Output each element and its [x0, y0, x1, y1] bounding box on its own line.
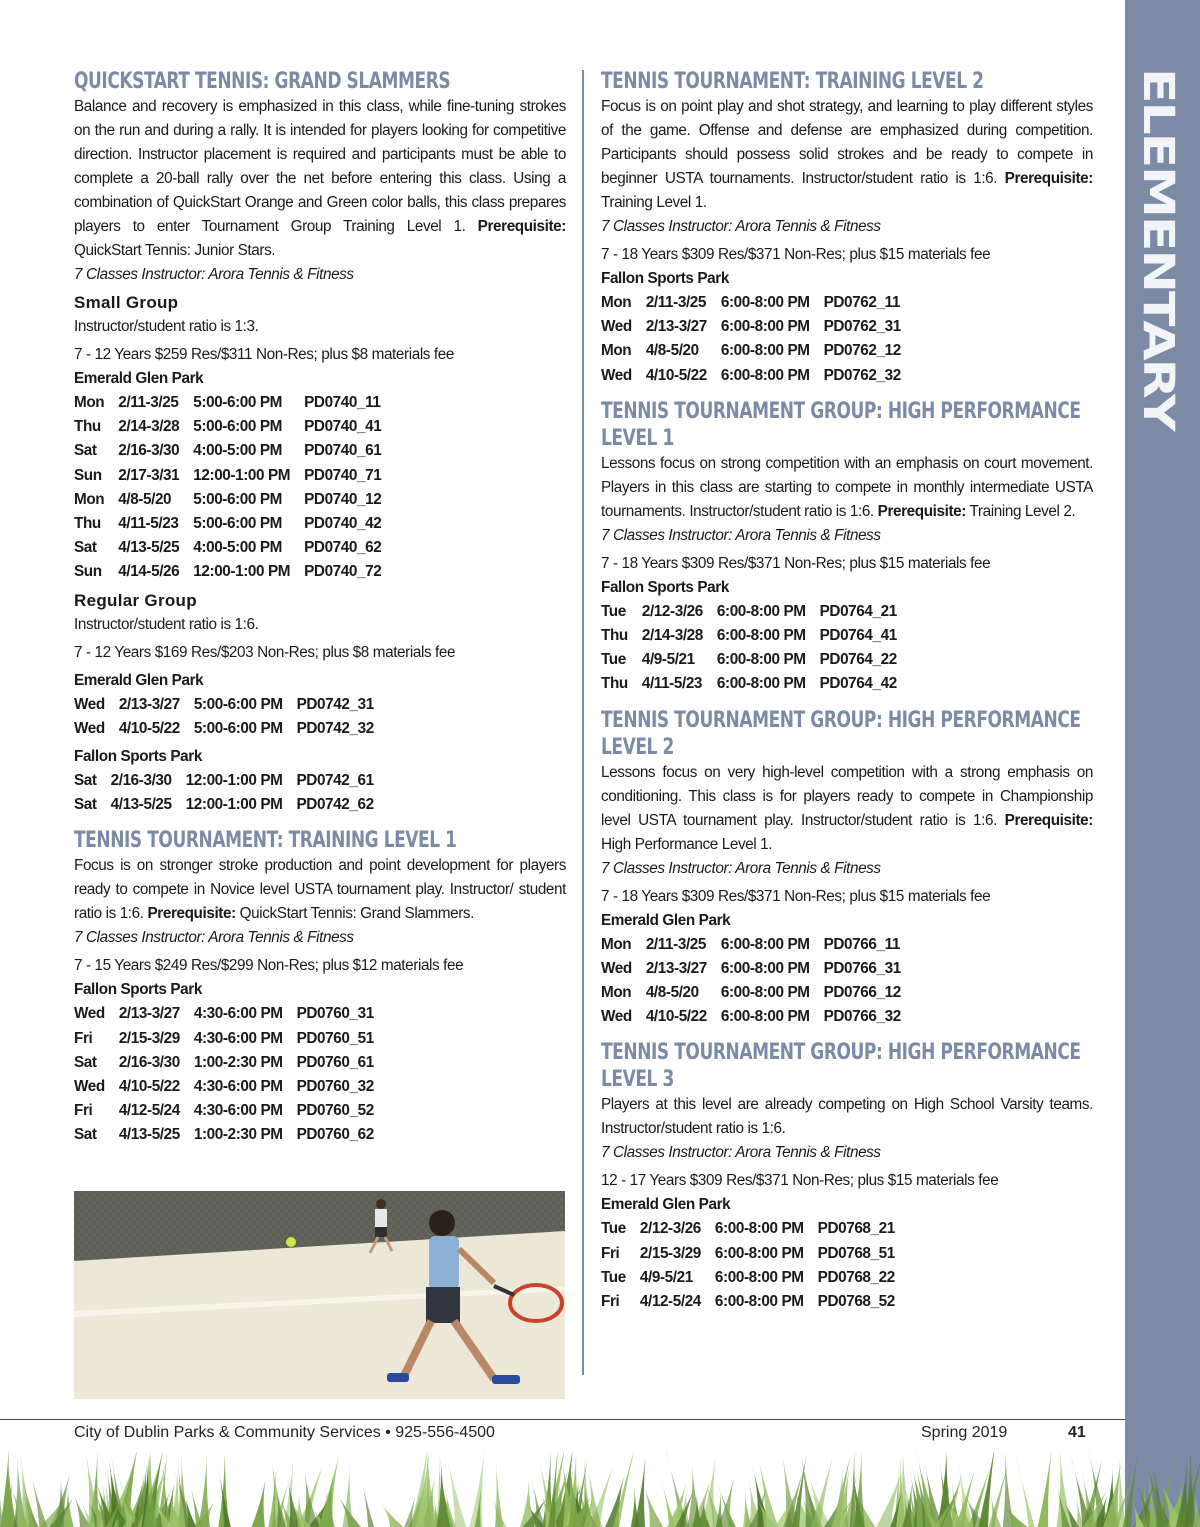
fee-text: 7 - 18 Years $309 Res/$371 Non-Res; plus $15 materials fee [601, 887, 991, 905]
code-cell: PD0742_62 [296, 796, 374, 814]
date-cell: 4/9-5/21 [639, 1268, 693, 1286]
date-cell: 2/15-3/29 [639, 1244, 701, 1262]
schedule-row [74, 717, 388, 741]
date-cell: 2/13-3/27 [645, 318, 707, 336]
code-cell: PD0762_12 [823, 342, 901, 360]
code-cell: PD0740_62 [304, 539, 382, 557]
schedule-row [74, 488, 395, 512]
code-cell: PD0742_61 [296, 772, 374, 790]
section-description: Balance and recovery is emphasized in this class, while fine-tuning strokes on the run and during a rally. It is intended for players looking for competitive direction. Instructor placement is required and participants must be able to complete a 20-ball rally over the net before entering this class. Using a combination of QuickStart Orange and Green color balls, this class prepares players to enter Tournament Group Training Level 1. Prerequisite: QuickStart Tennis: Junior Stars. [74, 98, 566, 259]
date-cell: 2/13-3/27 [118, 695, 180, 713]
time-cell: 6:00-8:00 PM [714, 1244, 804, 1262]
footer-organization: City of Dublin Parks & Community Services • 925-556-4500 [74, 1424, 495, 1441]
day-cell: Fri [601, 1293, 620, 1311]
schedule-row [601, 624, 911, 648]
code-cell: PD0740_71 [304, 466, 382, 484]
time-cell: 6:00-8:00 PM [720, 366, 810, 384]
date-cell: 2/12-3/26 [641, 602, 703, 620]
time-cell: 6:00-8:00 PM [720, 318, 810, 336]
section-description: Players at this level are already competing on High School Varsity teams. Instructor/student ratio is 1:6. [601, 1096, 1093, 1138]
schedule-row [74, 391, 395, 415]
time-cell: 6:00-8:00 PM [716, 675, 806, 693]
day-cell: Wed [601, 959, 632, 977]
day-cell: Wed [601, 1008, 632, 1026]
code-cell: PD0764_41 [819, 627, 897, 645]
time-cell: 1:00-2:30 PM [193, 1053, 283, 1071]
day-cell: Mon [601, 935, 632, 953]
day-cell: Mon [601, 294, 632, 311]
day-cell: Sun [74, 466, 102, 484]
day-cell: Wed [74, 719, 105, 737]
time-cell: 4:00-5:00 PM [193, 442, 283, 460]
schedule-row [74, 560, 395, 584]
date-cell: 2/13-3/27 [118, 1005, 180, 1023]
day-cell: Wed [601, 318, 632, 336]
code-cell: PD0760_31 [296, 1005, 374, 1023]
day-cell: Mon [601, 342, 632, 360]
schedule-row [74, 793, 388, 817]
section-description: Lessons focus on very high-level competition with a strong emphasis on conditioning. This class is for players ready to compete in Championship level USTA tournament play. Instructor/student ratio is 1:6. Prerequisite: High Performance Level 1. [601, 763, 1093, 853]
schedule-row [601, 1217, 909, 1241]
subgroup-title: Regular Group [74, 590, 197, 610]
schedule-table [601, 933, 915, 1030]
code-cell: PD0768_52 [817, 1293, 895, 1311]
section-tab-title: ELEMENTARY [1133, 68, 1183, 430]
schedule-table [601, 600, 911, 697]
day-cell: Wed [74, 1005, 105, 1023]
time-cell: 12:00-1:00 PM [185, 796, 283, 814]
park-name: Fallon Sports Park [74, 981, 202, 999]
left-column [74, 68, 566, 1148]
date-cell: 2/15-3/29 [118, 1029, 180, 1047]
class-info: 7 Classes Instructor: Arora Tennis & Fitness [601, 218, 881, 235]
section-description: Focus is on point play and shot strategy, and learning to play different styles of the game. Offense and defense are emphasized during competition. Participants should possess solid strokes and be ready to compete in beginner USTA tournaments. Instructor/student ratio is 1:6. Prerequisite: Training Level 1. [601, 98, 1093, 211]
time-cell: 5:00-6:00 PM [193, 719, 283, 737]
time-cell: 6:00-8:00 PM [716, 651, 806, 669]
park-name: Emerald Glen Park [601, 1196, 731, 1214]
schedule-row [601, 291, 915, 315]
time-cell: 4:00-5:00 PM [193, 539, 283, 557]
schedule-row [601, 1005, 915, 1029]
park-name: Emerald Glen Park [601, 911, 731, 929]
date-cell: 2/13-3/27 [645, 959, 707, 977]
park-name: Emerald Glen Park [74, 671, 204, 689]
code-cell: PD0760_61 [296, 1053, 374, 1071]
date-cell: 4/13-5/25 [118, 539, 180, 557]
day-cell: Wed [601, 366, 632, 384]
park-name: Fallon Sports Park [601, 270, 729, 287]
time-cell: 5:00-6:00 PM [193, 490, 283, 508]
time-cell: 4:30-6:00 PM [193, 1078, 283, 1096]
code-cell: PD0740_61 [304, 442, 382, 460]
day-cell: Tue [601, 602, 626, 620]
fee-text: 7 - 12 Years $259 Res/$311 Non-Res; plus $8 materials fee [74, 346, 454, 363]
code-cell: PD0742_31 [296, 695, 374, 713]
fee-text: 7 - 18 Years $309 Res/$371 Non-Res; plus $15 materials fee [601, 554, 991, 572]
schedule-row [601, 648, 911, 672]
class-info: 7 Classes Instructor: Arora Tennis & Fitness [74, 266, 354, 283]
date-cell: 4/8-5/20 [645, 342, 699, 360]
date-cell: 2/12-3/26 [639, 1220, 701, 1238]
time-cell: 6:00-8:00 PM [720, 1008, 810, 1026]
time-cell: 6:00-8:00 PM [720, 959, 810, 977]
date-cell: 4/10-5/22 [118, 1078, 180, 1096]
schedule-row [601, 364, 915, 388]
day-cell: Thu [601, 627, 628, 645]
time-cell: 6:00-8:00 PM [714, 1268, 804, 1286]
schedule-row [74, 1027, 388, 1051]
time-cell: 6:00-8:00 PM [716, 627, 806, 645]
code-cell: PD0760_52 [296, 1102, 374, 1120]
date-cell: 4/8-5/20 [645, 984, 699, 1002]
code-cell: PD0766_32 [823, 1008, 901, 1026]
time-cell: 5:00-6:00 PM [193, 394, 283, 411]
code-cell: PD0768_51 [817, 1244, 895, 1262]
date-cell: 4/12-5/24 [639, 1293, 701, 1311]
date-cell: 2/11-3/25 [645, 935, 707, 953]
schedule-row [74, 464, 395, 488]
schedule-row [74, 415, 395, 439]
day-cell: Tue [601, 1220, 626, 1238]
date-cell: 4/9-5/21 [641, 651, 695, 669]
day-cell: Tue [601, 651, 626, 669]
class-info: 7 Classes Instructor: Arora Tennis & Fitness [601, 1144, 881, 1162]
class-info: 7 Classes Instructor: Arora Tennis & Fitness [601, 859, 881, 877]
schedule-row [74, 1123, 388, 1147]
section-title-high-performance-3: TENNIS TOURNAMENT GROUP: HIGH PERFORMANCE LEVEL 3 [601, 1040, 1081, 1093]
schedule-table [74, 693, 388, 741]
footer-season: Spring 2019 [921, 1424, 1008, 1441]
fee-text: 7 - 15 Years $249 Res/$299 Non-Res; plus $12 materials fee [74, 957, 464, 975]
ratio-text: Instructor/student ratio is 1:3. [74, 318, 259, 335]
schedule-row [74, 1075, 388, 1099]
date-cell: 2/14-3/28 [118, 418, 180, 436]
schedule-row [74, 439, 395, 463]
day-cell: Fri [74, 1102, 93, 1120]
section-title-grand-slammers: QUICKSTART TENNIS: GRAND SLAMMERS [74, 69, 451, 94]
schedule-table [601, 291, 915, 388]
time-cell: 6:00-8:00 PM [716, 602, 806, 620]
schedule-row [601, 981, 915, 1005]
code-cell: PD0740_72 [304, 563, 382, 581]
section-description: Lessons focus on strong competition with an emphasis on court movement. Players in this class are starting to compete in monthly intermediate USTA tournaments. Instructor/student ratio is 1:6. Prerequisite: Training Level 2. [601, 454, 1093, 520]
date-cell: 2/14-3/28 [641, 627, 703, 645]
day-cell: Wed [74, 695, 105, 713]
class-info: 7 Classes Instructor: Arora Tennis & Fitness [74, 929, 354, 947]
schedule-table [74, 769, 388, 817]
fee-text: 7 - 18 Years $309 Res/$371 Non-Res; plus $15 materials fee [601, 246, 991, 263]
date-cell: 4/10-5/22 [645, 1008, 707, 1026]
code-cell: PD0740_42 [304, 515, 382, 533]
time-cell: 6:00-8:00 PM [720, 984, 810, 1002]
schedule-row [74, 1002, 388, 1026]
section-title-training-level-2: TENNIS TOURNAMENT: TRAINING LEVEL 2 [601, 69, 984, 94]
date-cell: 4/10-5/22 [118, 719, 180, 737]
section-title-high-performance-1: TENNIS TOURNAMENT GROUP: HIGH PERFORMANCE LEVEL 1 [601, 398, 1081, 451]
code-cell: PD0762_31 [823, 318, 901, 336]
subgroup-title: Small Group [74, 293, 179, 312]
day-cell: Thu [74, 418, 101, 436]
day-cell: Mon [74, 490, 105, 508]
code-cell: PD0760_51 [296, 1029, 374, 1047]
time-cell: 6:00-8:00 PM [720, 294, 810, 311]
date-cell: 2/11-3/25 [118, 394, 179, 411]
time-cell: 12:00-1:00 PM [185, 772, 283, 790]
day-cell: Tue [601, 1268, 626, 1286]
code-cell: PD0766_12 [823, 984, 901, 1002]
column-divider [582, 70, 584, 1375]
day-cell: Sat [74, 442, 97, 460]
day-cell: Sat [74, 772, 97, 790]
schedule-row [74, 512, 395, 536]
schedule-row [74, 1051, 388, 1075]
code-cell: PD0740_41 [304, 418, 382, 436]
date-cell: 4/12-5/24 [118, 1102, 180, 1120]
day-cell: Sun [74, 563, 102, 581]
time-cell: 6:00-8:00 PM [714, 1293, 804, 1311]
schedule-table [74, 391, 395, 585]
footer-rule [0, 1419, 1125, 1420]
schedule-row [601, 315, 915, 339]
day-cell: Sat [74, 796, 97, 814]
park-name: Fallon Sports Park [601, 578, 729, 596]
schedule-row [601, 957, 915, 981]
day-cell: Fri [601, 1244, 620, 1262]
fee-text: 12 - 17 Years $309 Res/$371 Non-Res; plus $15 materials fee [601, 1172, 999, 1190]
time-cell: 12:00-1:00 PM [193, 466, 291, 484]
schedule-row [74, 693, 388, 717]
date-cell: 2/16-3/30 [118, 1053, 180, 1071]
day-cell: Sat [74, 1053, 97, 1071]
schedule-row [601, 600, 911, 624]
day-cell: Thu [74, 515, 101, 533]
day-cell: Sat [74, 539, 97, 557]
schedule-row [74, 536, 395, 560]
park-name: Emerald Glen Park [74, 370, 204, 387]
code-cell: PD0760_62 [296, 1126, 374, 1144]
time-cell: 5:00-6:00 PM [193, 695, 283, 713]
code-cell: PD0766_31 [823, 959, 901, 977]
date-cell: 2/17-3/31 [118, 466, 180, 484]
date-cell: 4/11-5/23 [118, 515, 179, 533]
date-cell: 4/14-5/26 [118, 563, 180, 581]
date-cell: 4/10-5/22 [645, 366, 707, 384]
code-cell: PD0764_21 [819, 602, 897, 620]
code-cell: PD0768_22 [817, 1268, 895, 1286]
schedule-row [74, 769, 388, 793]
day-cell: Wed [74, 1078, 105, 1096]
tennis-photo [74, 1191, 565, 1399]
code-cell: PD0762_11 [823, 294, 900, 311]
time-cell: 4:30-6:00 PM [193, 1102, 283, 1120]
class-info: 7 Classes Instructor: Arora Tennis & Fitness [601, 526, 881, 544]
section-description: Focus is on stronger stroke production and point development for players ready to compete in Novice level USTA tournament play. Instructor/ student ratio is 1:6. Prerequisite: QuickStart Tennis: Grand Slammers. [74, 857, 566, 923]
schedule-row [601, 933, 915, 957]
date-cell: 4/13-5/25 [110, 796, 172, 814]
day-cell: Mon [74, 394, 105, 411]
schedule-row [601, 1242, 909, 1266]
time-cell: 6:00-8:00 PM [720, 342, 810, 360]
time-cell: 12:00-1:00 PM [193, 563, 291, 581]
schedule-table [74, 1002, 388, 1147]
time-cell: 4:30-6:00 PM [193, 1005, 283, 1023]
section-title-high-performance-2: TENNIS TOURNAMENT GROUP: HIGH PERFORMANCE LEVEL 2 [601, 707, 1081, 760]
time-cell: 4:30-6:00 PM [193, 1029, 283, 1047]
schedule-row [601, 339, 915, 363]
ratio-text: Instructor/student ratio is 1:6. [74, 615, 259, 633]
date-cell: 4/13-5/25 [118, 1126, 180, 1144]
date-cell: 4/8-5/20 [118, 490, 172, 508]
time-cell: 6:00-8:00 PM [720, 935, 810, 953]
date-cell: 4/11-5/23 [641, 675, 703, 693]
schedule-row [601, 1266, 909, 1290]
schedule-row [74, 1099, 388, 1123]
time-cell: 5:00-6:00 PM [193, 418, 283, 436]
code-cell: PD0766_11 [823, 935, 900, 953]
code-cell: PD0760_32 [296, 1078, 374, 1096]
code-cell: PD0764_22 [819, 651, 897, 669]
time-cell: 1:00-2:30 PM [193, 1126, 283, 1144]
schedule-row [601, 672, 911, 696]
code-cell: PD0742_32 [296, 719, 374, 737]
schedule-row [601, 1290, 909, 1314]
right-column [601, 68, 1093, 1314]
code-cell: PD0768_21 [817, 1220, 895, 1238]
date-cell: 2/16-3/30 [118, 442, 180, 460]
code-cell: PD0740_11 [304, 394, 381, 411]
code-cell: PD0764_42 [819, 675, 897, 693]
day-cell: Mon [601, 984, 632, 1002]
page-number: 41 [1068, 1424, 1086, 1441]
section-title-training-level-1: TENNIS TOURNAMENT: TRAINING LEVEL 1 [74, 828, 457, 854]
day-cell: Sat [74, 1126, 97, 1144]
schedule-table [601, 1217, 909, 1314]
time-cell: 6:00-8:00 PM [714, 1220, 804, 1238]
code-cell: PD0740_12 [304, 490, 382, 508]
code-cell: PD0762_32 [823, 366, 901, 384]
fee-text: 7 - 12 Years $169 Res/$203 Non-Res; plus $8 materials fee [74, 643, 456, 661]
time-cell: 5:00-6:00 PM [193, 515, 283, 533]
date-cell: 2/16-3/30 [110, 772, 172, 790]
day-cell: Thu [601, 675, 628, 693]
day-cell: Fri [74, 1029, 93, 1047]
date-cell: 2/11-3/25 [645, 294, 707, 311]
grass-decoration [0, 1452, 1200, 1527]
park-name: Fallon Sports Park [74, 748, 202, 766]
